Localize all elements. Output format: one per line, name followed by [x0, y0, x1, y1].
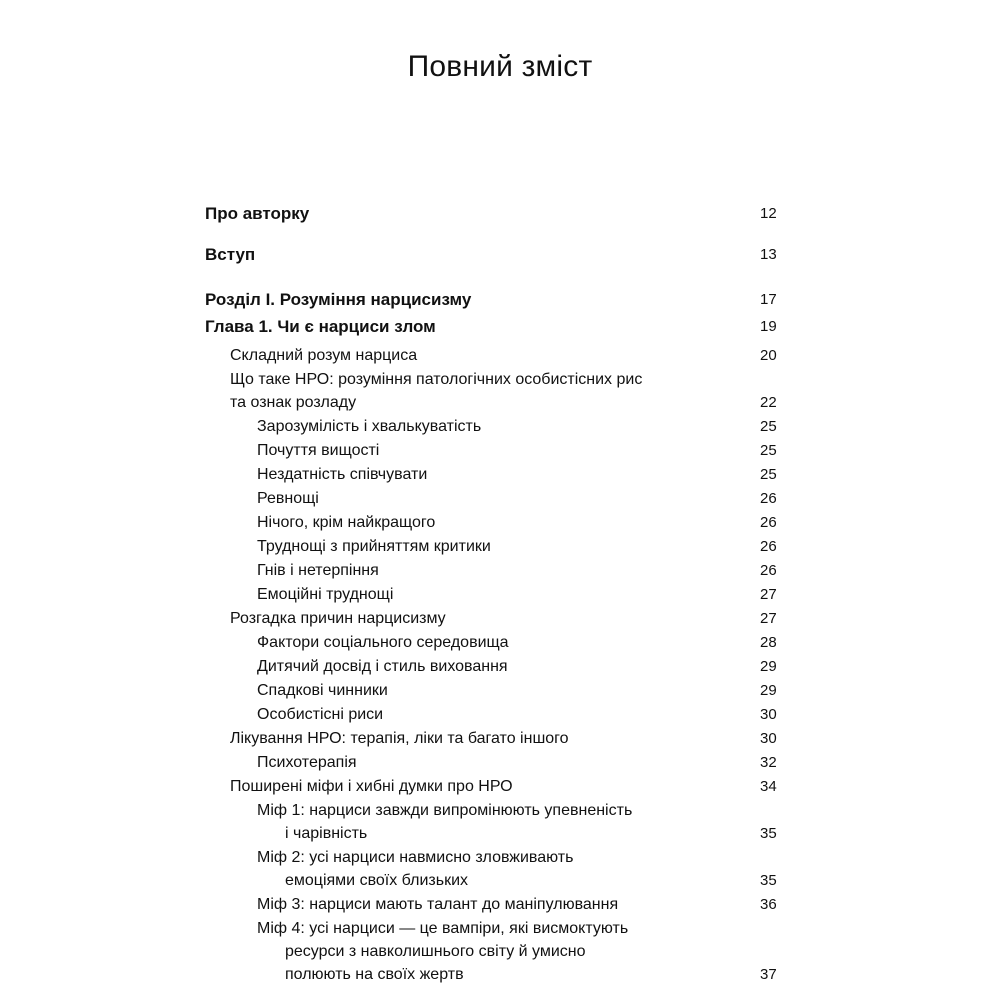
toc-entry[interactable]: [205, 799, 800, 845]
toc-entry[interactable]: [205, 368, 800, 414]
toc-entry-page-number: 29: [760, 682, 777, 699]
toc-entry[interactable]: [205, 727, 800, 750]
toc-entry-label: Дитячий досвід і стиль виховання: [257, 658, 508, 675]
toc-entry-page-number: 26: [760, 490, 777, 507]
toc-entry[interactable]: [205, 583, 800, 606]
toc-entry-label: Міф 2: усі нарциси навмисно зловживають емоціями своїх близьких: [257, 846, 573, 892]
table-of-contents: [205, 202, 800, 987]
toc-entry-label: Поширені міфи і хибні думки про НРО: [230, 778, 513, 795]
toc-entry-page-number: 13: [760, 246, 777, 263]
toc-entry[interactable]: [205, 917, 800, 986]
toc-entry[interactable]: [205, 535, 800, 558]
toc-entry[interactable]: [205, 559, 800, 582]
toc-entry-label: Особистісні риси: [257, 706, 384, 723]
toc-entry-page-number: 25: [760, 442, 777, 459]
toc-entry[interactable]: [205, 344, 800, 367]
toc-entry-label: Глава 1. Чи є нарциси злом: [205, 317, 436, 336]
toc-entry-page-number: 27: [760, 610, 777, 627]
toc-entry-label: Складний розум нарциса: [230, 347, 418, 364]
toc-entry-label: Нічого, крім найкращого: [257, 514, 436, 531]
toc-entry-page-number: 22: [760, 394, 777, 411]
toc-entry-label: Почуття вищості: [257, 442, 380, 459]
toc-entry-label: Міф 3: нарциси мають талант до маніпулювання: [257, 896, 619, 913]
toc-entry[interactable]: [205, 655, 800, 678]
toc-entry-label: Міф 1: нарциси завжди випромінюють упевненість і чарівність: [257, 799, 632, 845]
toc-entry[interactable]: [205, 288, 800, 311]
toc-entry-page-number: 37: [760, 966, 777, 983]
toc-entry[interactable]: [205, 487, 800, 510]
toc-entry-page-number: 35: [760, 825, 777, 842]
toc-entry-label: Емоційні труднощі: [257, 586, 394, 603]
toc-entry[interactable]: [205, 631, 800, 654]
toc-entry-label: Зарозумілість і хвалькуватість: [257, 418, 482, 435]
toc-entry-label: Гнів і нетерпіння: [257, 562, 379, 579]
toc-entry-label: Психотерапія: [257, 754, 357, 771]
toc-entry-label: Труднощі з прийняттям критики: [257, 538, 491, 555]
toc-entry-page-number: 34: [760, 778, 777, 795]
toc-entry[interactable]: [205, 846, 800, 892]
toc-entry-label-continuation: та ознак розладу: [230, 394, 357, 411]
toc-entry-page-number: 25: [760, 418, 777, 435]
toc-entry[interactable]: [205, 679, 800, 702]
toc-entry-label: Розгадка причин нарцисизму: [230, 610, 446, 627]
toc-entry[interactable]: [205, 415, 800, 438]
page-title: Повний зміст: [407, 50, 593, 83]
toc-entry-page-number: 17: [760, 291, 777, 308]
toc-entry-page-number: 19: [760, 318, 777, 335]
toc-entry-page-number: 28: [760, 634, 777, 651]
toc-entry-page-number: 32: [760, 754, 777, 771]
toc-entry-label: Що таке НРО: розуміння патологічних особистісних рис та ознак розладу: [230, 368, 642, 414]
toc-entry-label: Фактори соціального середовища: [257, 634, 509, 651]
toc-entry-page-number: 12: [760, 205, 777, 222]
toc-entry[interactable]: [205, 439, 800, 462]
toc-entry-label: Спадкові чинники: [257, 682, 388, 699]
toc-entry[interactable]: [205, 703, 800, 726]
toc-entry-label: Нездатність співчувати: [257, 466, 428, 483]
toc-entry-page-number: 26: [760, 562, 777, 579]
toc-entry-label-continuation: полюють на своїх жертв: [285, 966, 464, 983]
toc-entry-label: Ревнощі: [257, 490, 319, 507]
toc-entry-page-number: 36: [760, 896, 777, 913]
toc-entry-page-number: 30: [760, 706, 777, 723]
toc-entry-page-number: 30: [760, 730, 777, 747]
toc-entry-label: Лікування НРО: терапія, ліки та багато іншого: [230, 730, 569, 747]
toc-entry-label: Вступ: [205, 245, 256, 264]
toc-entry-label-continuation: і чарівність: [285, 825, 368, 842]
toc-entry[interactable]: [205, 511, 800, 534]
toc-entry-page-number: 25: [760, 466, 777, 483]
toc-entry[interactable]: [205, 202, 800, 225]
toc-entry-label: Про авторку: [205, 204, 310, 223]
toc-entry[interactable]: [205, 751, 800, 774]
toc-entry-page-number: 26: [760, 514, 777, 531]
toc-entry[interactable]: [205, 775, 800, 798]
toc-entry-label-continuation: ресурси з навколишнього світу й умисно: [285, 943, 586, 960]
toc-entry[interactable]: [205, 315, 800, 338]
toc-entry-label: Розділ I. Розуміння нарцисизму: [205, 290, 472, 309]
toc-entry-page-number: 27: [760, 586, 777, 603]
toc-entry-label-continuation: емоціями своїх близьких: [285, 872, 468, 889]
toc-entry-page-number: 20: [760, 347, 777, 364]
toc-entry-label: Міф 4: усі нарциси — це вампіри, які висмоктують ресурси з навколишнього світу й умисно полюють на своїх жертв: [257, 917, 628, 986]
toc-entry[interactable]: [205, 607, 800, 630]
toc-entry-page-number: 35: [760, 872, 777, 889]
toc-entry[interactable]: [205, 243, 800, 266]
toc-entry-page-number: 29: [760, 658, 777, 675]
toc-entry[interactable]: [205, 893, 800, 916]
toc-entry-page-number: 26: [760, 538, 777, 555]
toc-entry[interactable]: [205, 463, 800, 486]
